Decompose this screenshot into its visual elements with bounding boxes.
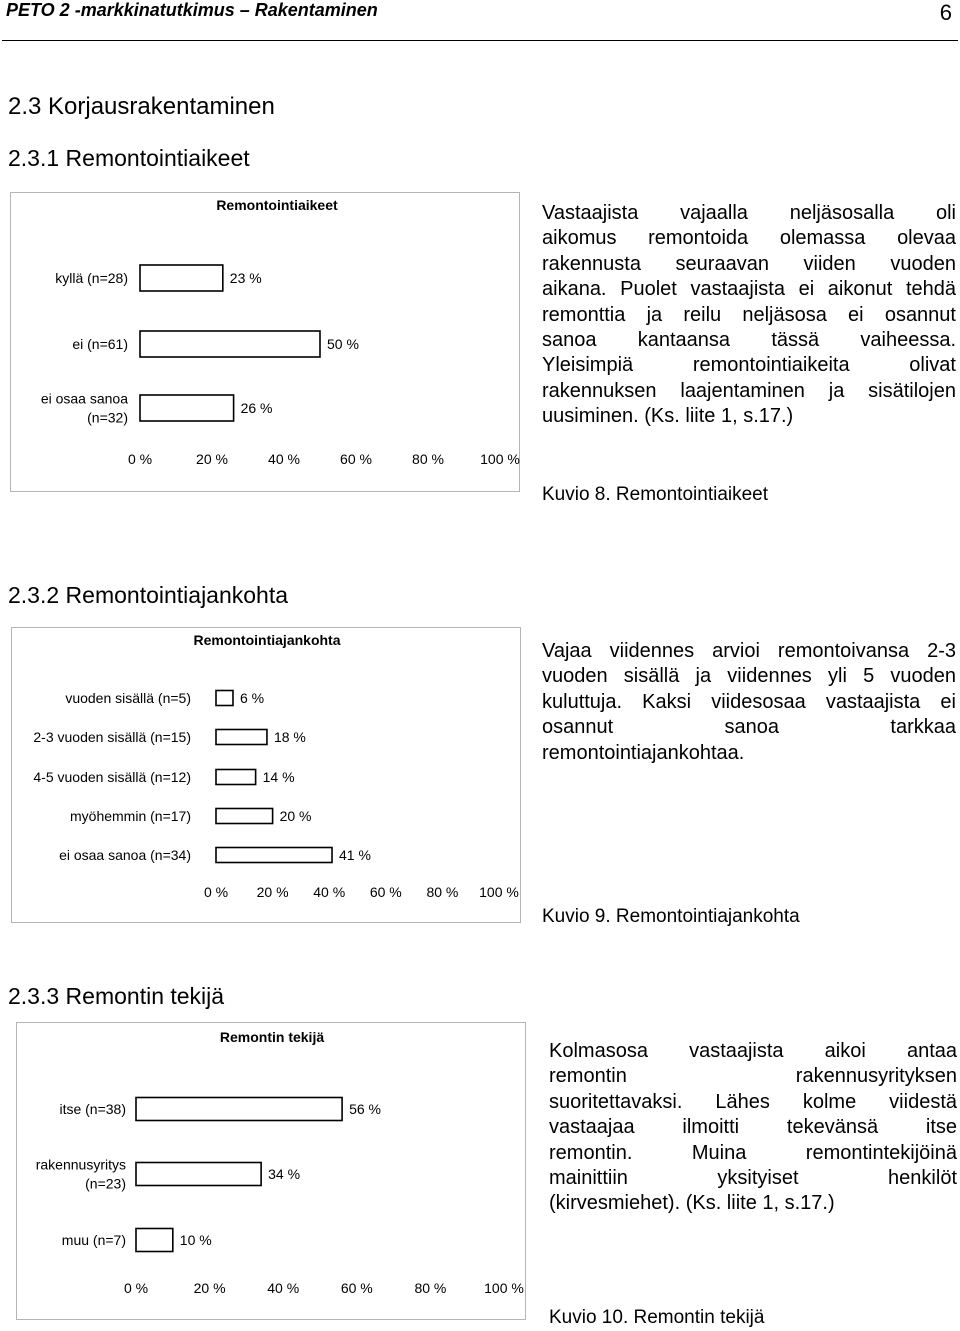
paragraph-remontin-tekija bbox=[549, 1039, 957, 1217]
bar-value-label: 10 % bbox=[179, 1232, 212, 1248]
paragraph-line: Yleisimpiä remontointiaikeita olivat bbox=[542, 354, 956, 377]
chart-remontointiaikeet bbox=[10, 192, 520, 492]
x-tick-label: 40 % bbox=[313, 884, 346, 900]
paragraph-line: Vajaa viidennes arvioi remontoivansa 2-3 bbox=[542, 640, 956, 662]
paragraph-remontointiaikeet bbox=[542, 201, 956, 430]
paragraph-line: uusiminen. (Ks. liite 1, s.17.) bbox=[542, 405, 794, 428]
chart-bar bbox=[136, 1163, 261, 1186]
x-tick-label: 100 % bbox=[484, 1280, 524, 1296]
paragraph-line: osannut sanoa tarkkaa bbox=[542, 716, 956, 739]
section-heading: 2.3 Korjausrakentaminen bbox=[8, 93, 275, 120]
x-tick-label: 80 % bbox=[412, 451, 444, 467]
paragraph-line: rakennusta seuraavan viiden vuoden bbox=[542, 252, 956, 275]
paragraph-line: remontointiajankohtaa. bbox=[542, 741, 745, 764]
paragraph-line: vastaajaa ilmoitti tekevänsä itse bbox=[549, 1116, 957, 1139]
chart-remontin-tekija bbox=[16, 1022, 526, 1320]
category-label: (n=32) bbox=[87, 409, 128, 426]
caption-kuvio-9: Kuvio 9. Remontointiajankohta bbox=[542, 906, 800, 927]
caption-kuvio-10: Kuvio 10. Remontin tekijä bbox=[549, 1307, 765, 1328]
paragraph-line: Kolmasosa vastaajista aikoi antaa bbox=[549, 1040, 957, 1062]
x-tick-label: 0 % bbox=[127, 451, 153, 467]
bar-value-label: 23 % bbox=[229, 270, 262, 286]
chart-bar bbox=[136, 1229, 173, 1252]
chart-remontointiajankohta bbox=[11, 627, 521, 923]
header-rule bbox=[2, 40, 958, 41]
x-tick-label: 20 % bbox=[193, 1280, 226, 1296]
x-tick-label: 0 % bbox=[123, 1280, 149, 1296]
chart-bar bbox=[140, 395, 234, 421]
chart-bar bbox=[216, 691, 233, 706]
x-tick-label: 40 % bbox=[268, 451, 300, 467]
chart-bar bbox=[140, 265, 223, 291]
subsection-heading-1: 2.3.1 Remontointiaikeet bbox=[8, 145, 250, 171]
category-label: (n=23) bbox=[85, 1175, 126, 1192]
bar-value-label: 6 % bbox=[239, 690, 265, 706]
paragraph-line: remonttia ja reilu neljäsosa ei osannut bbox=[542, 303, 956, 326]
paragraph-line: (kirvesmiehet). (Ks. liite 1, s.17.) bbox=[549, 1192, 835, 1215]
subsection-heading-2: 2.3.2 Remontointiajankohta bbox=[8, 582, 289, 608]
paragraph-line: aikomus remontoida olemassa olevaa bbox=[542, 227, 956, 250]
category-label: vuoden sisällä (n=5) bbox=[65, 690, 191, 706]
x-tick-label: 60 % bbox=[340, 451, 372, 467]
paragraph-line: vuoden sisällä ja viidennes yli 5 vuoden bbox=[542, 665, 956, 688]
category-label: myöhemmin (n=17) bbox=[70, 808, 191, 824]
page-header bbox=[2, 0, 958, 38]
x-tick-label: 60 % bbox=[340, 1280, 373, 1296]
paragraph-line: rakennuksen laajentaminen ja sisätilojen bbox=[542, 379, 956, 402]
paragraph-line: suoritettavaksi. Lähes kolme viidestä bbox=[549, 1090, 957, 1113]
chart-bar bbox=[216, 730, 267, 745]
paragraph-remontointiajankohta bbox=[542, 639, 956, 766]
bar-value-label: 50 % bbox=[327, 336, 359, 352]
category-label: muu (n=7) bbox=[61, 1232, 126, 1248]
bar-value-label: 26 % bbox=[240, 400, 273, 416]
category-label: 2-3 vuoden sisällä (n=15) bbox=[33, 729, 191, 745]
paragraph-line: aikana. Puolet vastaajista ei aikonut tehdä bbox=[542, 278, 956, 301]
bar-value-label: 14 % bbox=[262, 769, 295, 785]
paragraph-line: remontin. Muina remontintekijöinä bbox=[549, 1141, 957, 1164]
bar-value-label: 20 % bbox=[279, 808, 312, 824]
x-tick-label: 100 % bbox=[480, 451, 520, 467]
x-tick-label: 80 % bbox=[426, 884, 459, 900]
paragraph-line: kuluttuja. Kaksi viidesosaa vastaajista ei bbox=[542, 690, 956, 713]
x-tick-label: 80 % bbox=[414, 1280, 447, 1296]
caption-kuvio-8: Kuvio 8. Remontointiaikeet bbox=[542, 484, 769, 505]
chart-bar bbox=[216, 770, 256, 785]
x-tick-label: 60 % bbox=[369, 884, 402, 900]
bar-value-label: 18 % bbox=[273, 729, 306, 745]
category-label: ei osaa sanoa (n=34) bbox=[59, 847, 191, 863]
paragraph-line: sanoa kantaansa tässä vaiheessa. bbox=[542, 329, 956, 352]
category-label: 4-5 vuoden sisällä (n=12) bbox=[33, 769, 191, 785]
bar-value-label: 34 % bbox=[268, 1166, 301, 1182]
chart-title: Remontin tekijä bbox=[219, 1029, 325, 1045]
x-tick-label: 20 % bbox=[256, 884, 289, 900]
chart-title: Remontointiaikeet bbox=[216, 197, 338, 213]
bar-value-label: 56 % bbox=[349, 1101, 382, 1117]
x-tick-label: 40 % bbox=[267, 1280, 300, 1296]
bar-value-label: 41 % bbox=[339, 847, 371, 863]
paragraph-line: Vastaajista vajaalla neljäsosalla oli bbox=[542, 202, 956, 224]
chart-title: Remontointiajankohta bbox=[193, 632, 341, 648]
category-label: ei (n=61) bbox=[72, 336, 128, 352]
paragraph-line: mainittiin yksityiset henkilöt bbox=[549, 1167, 957, 1190]
category-label: ei osaa sanoa bbox=[40, 390, 128, 407]
category-label: itse (n=38) bbox=[59, 1101, 126, 1117]
category-label: kyllä (n=28) bbox=[55, 270, 128, 286]
subsection-heading-3: 2.3.3 Remontin tekijä bbox=[8, 983, 225, 1009]
category-label: rakennusyritys bbox=[35, 1156, 126, 1173]
paragraph-line: remontin rakennusyrityksen bbox=[549, 1065, 957, 1088]
running-title: PETO 2 -markkinatutkimus – Rakentaminen bbox=[6, 0, 378, 20]
page-number: 6 bbox=[939, 0, 952, 25]
chart-svg bbox=[16, 1022, 526, 1320]
chart-bar bbox=[136, 1098, 342, 1121]
chart-bar bbox=[216, 809, 273, 824]
x-tick-label: 100 % bbox=[479, 884, 519, 900]
chart-svg bbox=[10, 192, 520, 492]
chart-svg bbox=[11, 627, 521, 923]
chart-bar bbox=[140, 331, 320, 357]
chart-bar bbox=[216, 848, 332, 863]
x-tick-label: 20 % bbox=[196, 451, 228, 467]
x-tick-label: 0 % bbox=[203, 884, 229, 900]
